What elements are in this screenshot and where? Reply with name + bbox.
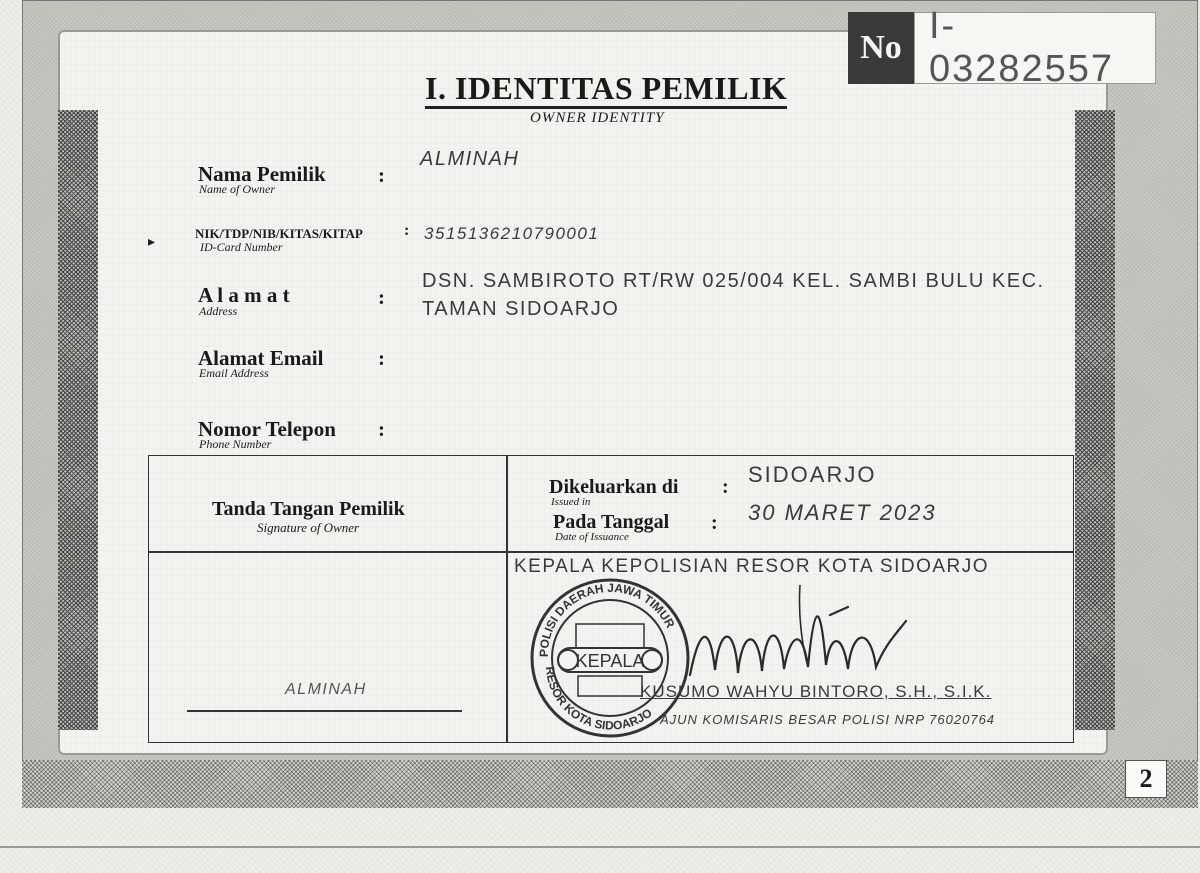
owner-signature-line <box>187 710 462 712</box>
stamp-emblem-bottom <box>578 676 642 696</box>
issued-in-label: Dikeluarkan di <box>549 476 679 498</box>
bottom-guilloche-border <box>22 760 1198 808</box>
owner-signature-name: ALMINAH <box>285 681 367 698</box>
address-colon: : <box>378 285 385 309</box>
page-number: 2 <box>1125 760 1167 798</box>
officer-rank-nrp: AJUN KOMISARIS BESAR POLISI NRP 76020764 <box>660 712 996 727</box>
email-label: Alamat Email <box>198 346 324 370</box>
owner-name-colon: : <box>378 163 385 187</box>
scan-edge-line <box>0 846 1200 848</box>
officer-handwritten-signature <box>680 585 960 695</box>
owner-signature-label: Tanda Tangan Pemilik <box>212 498 405 520</box>
issued-in-colon: : <box>722 476 729 498</box>
document-number-value: I-03282557 <box>914 12 1156 84</box>
issue-date-colon: : <box>711 512 718 534</box>
address-line-2: TAMAN SIDOARJO <box>422 298 620 320</box>
phone-label: Nomor Telepon <box>198 417 336 441</box>
stamp-top-text: POLISI DAERAH JAWA TIMUR <box>536 580 678 658</box>
issue-date-label: Pada Tanggal <box>553 511 670 533</box>
stamp-bottom-text: RESOR KOTA SIDOARJO <box>542 665 655 733</box>
stamp-emblem-top <box>576 624 644 648</box>
owner-name-sublabel: Name of Owner <box>199 182 275 196</box>
right-guilloche-border <box>1075 110 1115 730</box>
address-sublabel: Address <box>199 304 238 318</box>
address-label: A l a m a t <box>198 283 290 307</box>
email-sublabel: Email Address <box>199 366 269 380</box>
id-number-label: NIK/TDP/NIB/KITAS/KITAP <box>195 226 363 241</box>
phone-sublabel: Phone Number <box>199 437 272 451</box>
left-guilloche-border <box>58 110 98 730</box>
owner-name-label: Nama Pemilik <box>198 162 326 186</box>
table-vertical-divider <box>506 456 508 742</box>
issuing-authority: KEPALA KEPOLISIAN RESOR KOTA SIDOARJO <box>514 556 990 577</box>
address-line-1: DSN. SAMBIROTO RT/RW 025/004 KEL. SAMBI BULU KEC. <box>422 270 1045 292</box>
id-number-colon: : <box>404 222 410 239</box>
officer-name: KUSUMO WAHYU BINTORO, S.H., S.I.K. <box>640 682 992 701</box>
phone-colon: : <box>378 417 385 441</box>
section-title: I. IDENTITAS PEMILIK <box>425 72 787 109</box>
id-number-sublabel: ID-Card Number <box>200 240 283 254</box>
document-number-box <box>848 5 1156 90</box>
issued-in-sublabel: Issued in <box>551 496 591 508</box>
email-colon: : <box>378 346 385 370</box>
document-number-label: No <box>848 12 914 84</box>
stamp-center-text: KEPALA <box>575 651 645 671</box>
id-number-value: 3515136210790001 <box>424 224 600 243</box>
margin-arrow-mark: ▸ <box>148 235 156 250</box>
table-horizontal-divider <box>149 551 1073 553</box>
issue-date-sublabel: Date of Issuance <box>555 531 629 543</box>
owner-name-value: ALMINAH <box>420 148 520 170</box>
section-subtitle: OWNER IDENTITY <box>530 110 665 126</box>
issue-date-value: 30 MARET 2023 <box>748 500 937 525</box>
issued-in-value: SIDOARJO <box>748 462 877 487</box>
owner-signature-sublabel: Signature of Owner <box>257 520 360 535</box>
